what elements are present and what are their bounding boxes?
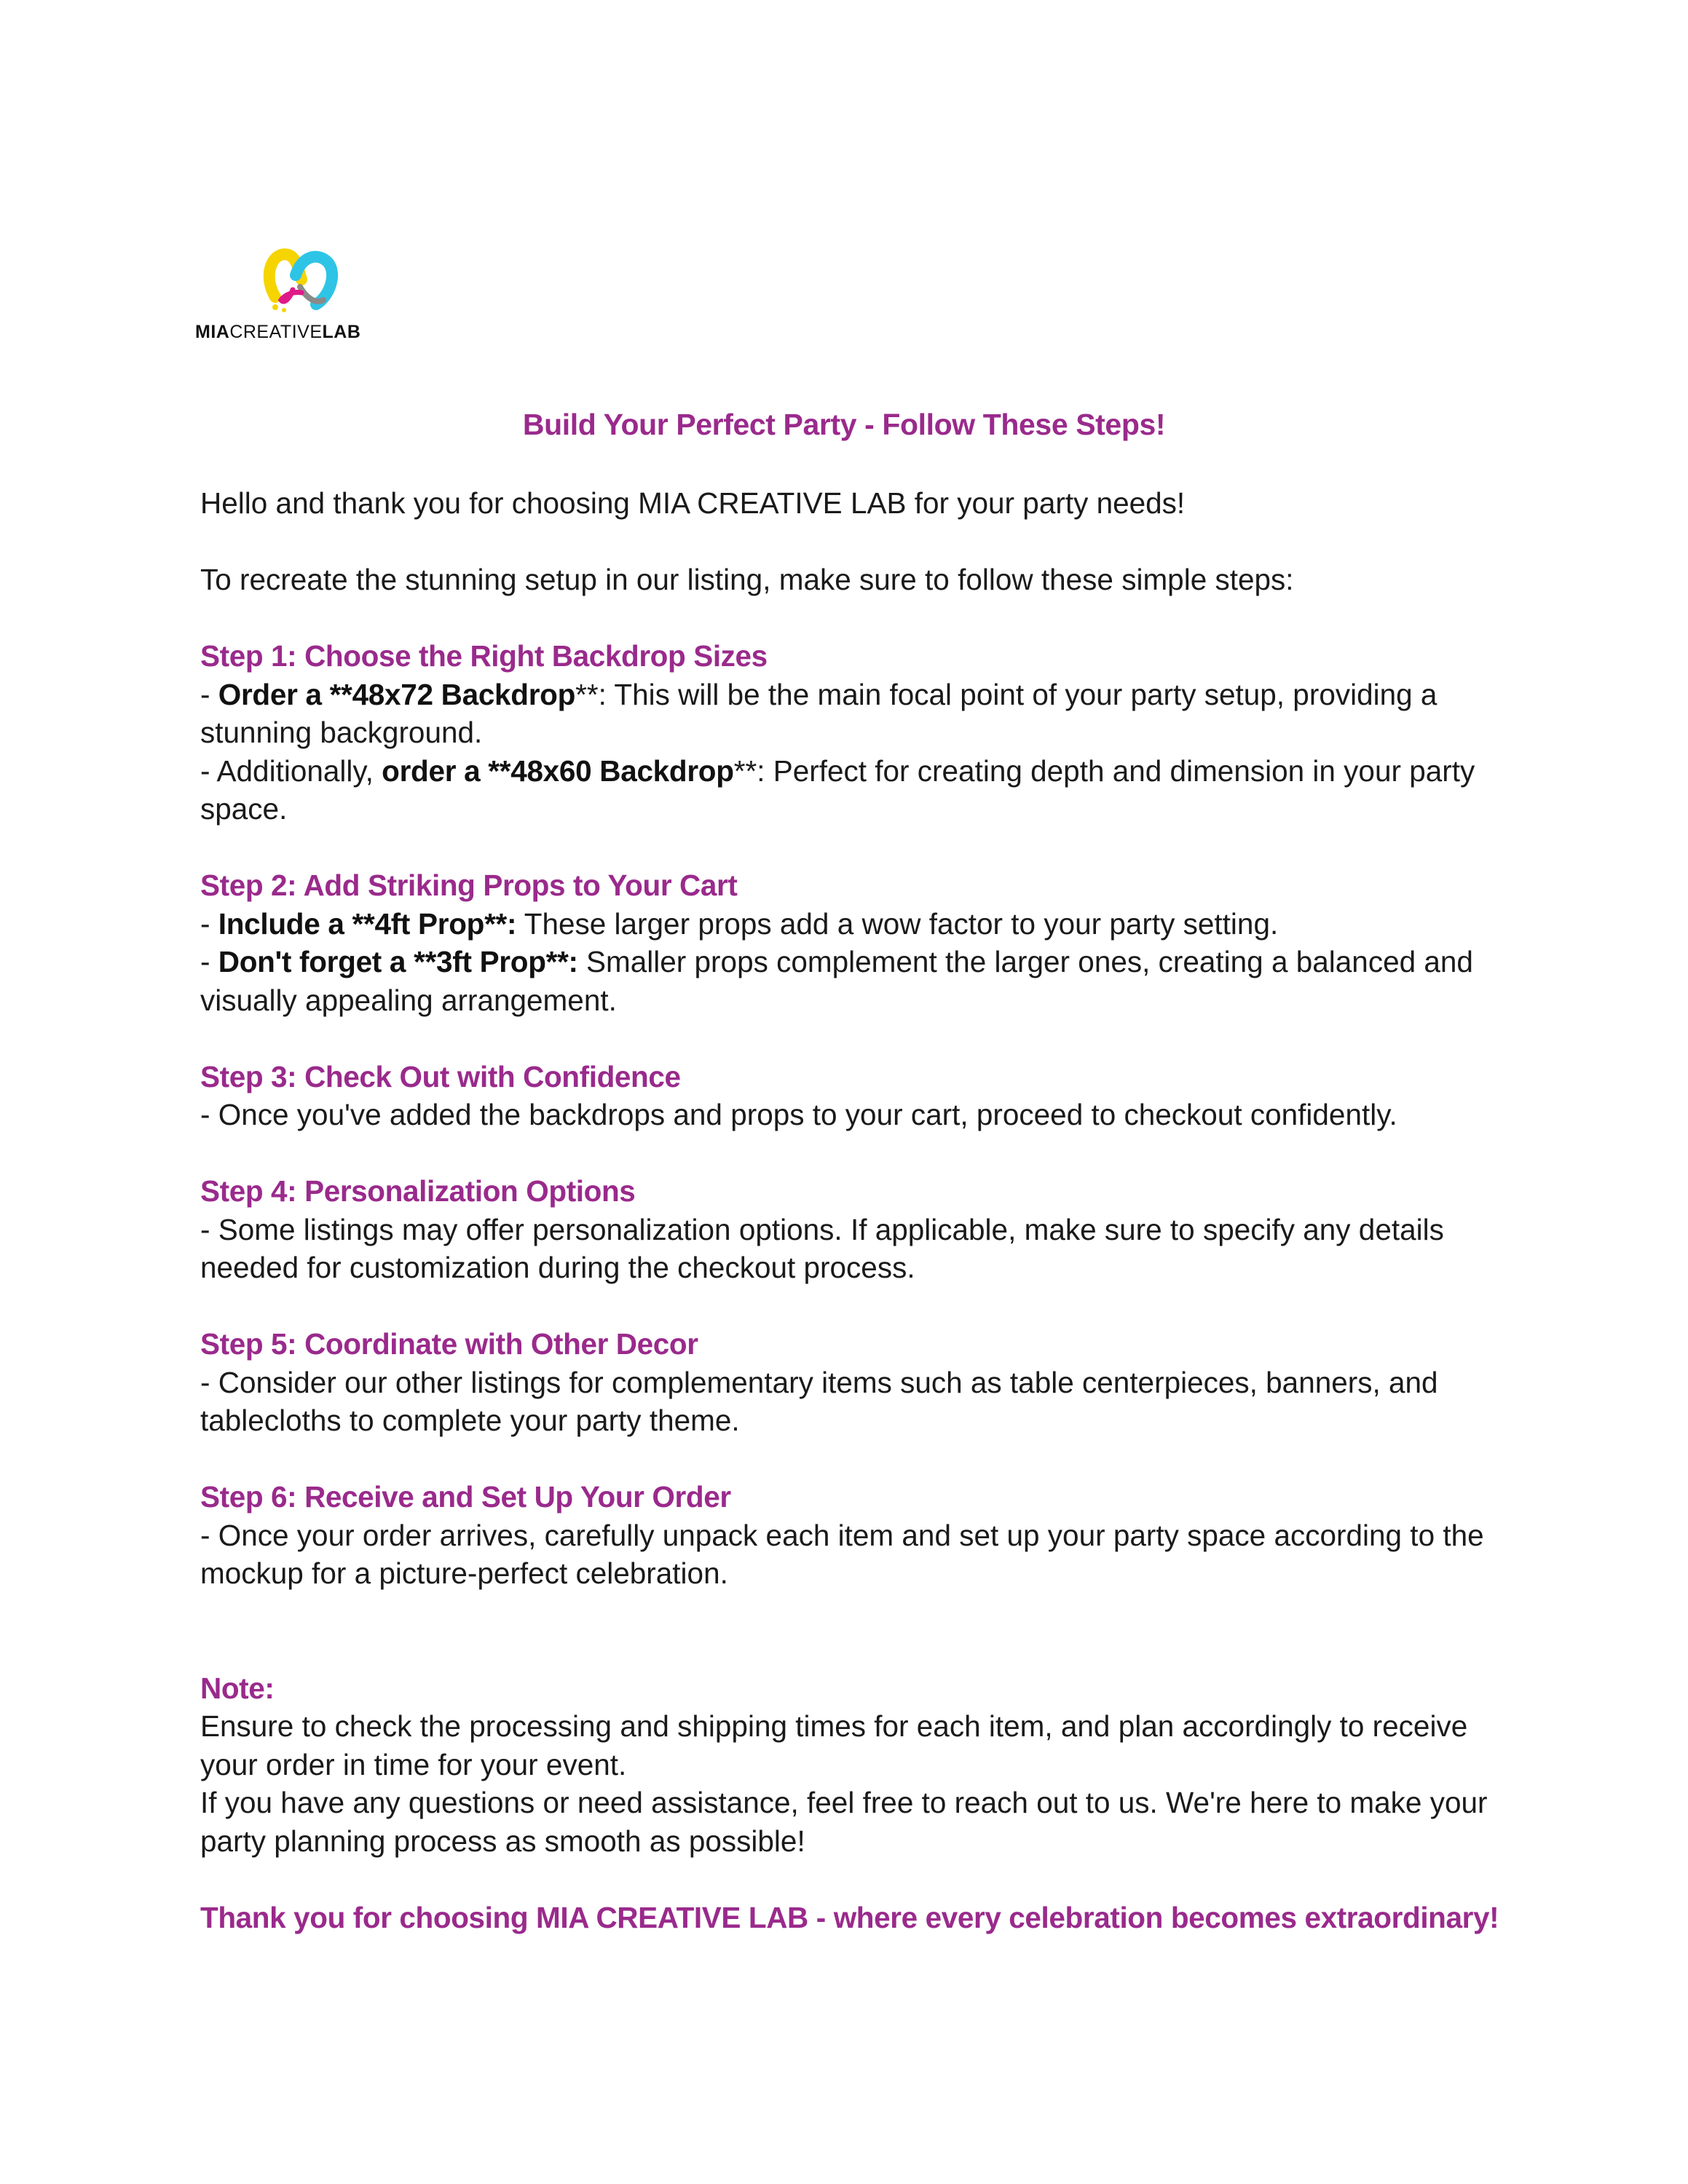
step-4-heading: Step 4: Personalization Options [200,1174,636,1208]
note-heading: Note: [200,1671,275,1705]
step-3-heading: Step 3: Check Out with Confidence [200,1059,681,1093]
step-2-item-1: - Include a **4ft Prop**: These larger props add a wow factor to your party setting. [200,906,1279,941]
note-text-1: Ensure to check the processing and shipping times for each item, and plan accordingly to receive your order in time for your event. [200,1709,1468,1781]
step-5-heading: Step 5: Coordinate with Other Decor [200,1327,698,1361]
step-5-text: - Consider our other listings for complementary items such as table centerpieces, banners, and tablecloths to complete your party theme. [200,1365,1438,1437]
step-3-text: - Once you've added the backdrops and props to your cart, proceed to checkout confidently. [200,1098,1397,1131]
step-4-text: - Some listings may offer personalization options. If applicable, make sure to specify any details needed for customization during the checkout process. [200,1212,1444,1284]
page-title: Build Your Perfect Party - Follow These Steps! [522,408,1166,441]
logo-mark-icon [259,246,339,316]
step-1-heading: Step 1: Choose the Right Backdrop Sizes [200,639,768,673]
brand-logo [195,246,392,348]
step-2-heading: Step 2: Add Striking Props to Your Cart [200,869,738,902]
document-body [200,484,1504,1936]
logo-wordmark: MIACREATIVELAB [195,322,361,342]
step-2-item-2: - Don't forget a **3ft Prop**: Smaller props complement the larger ones, creating a balanced and visually appealing arrangement. [200,945,1473,1017]
closing-message: Thank you for choosing MIA CREATIVE LAB - where every celebration becomes extraordinary! [200,1900,1499,1934]
step-1-item-2: - Additionally, order a **48x60 Backdrop**: Perfect for creating depth and dimension in your party space. [200,753,1475,826]
step-1-item-1: - Order a **48x72 Backdrop**: This will be the main focal point of your party setup, providing a stunning background. [200,677,1437,749]
intro-instructions: To recreate the stunning setup in our listing, make sure to follow these simple steps: [200,563,1294,596]
intro-greeting: Hello and thank you for choosing MIA CREATIVE LAB for your party needs! [200,486,1186,520]
note-text-2: If you have any questions or need assistance, feel free to reach out to us. We're here to make your party planning process as smooth as possible! [200,1786,1488,1858]
step-6-heading: Step 6: Receive and Set Up Your Order [200,1480,731,1514]
step-6-text: - Once your order arrives, carefully unpack each item and set up your party space according to the mockup for a picture-perfect celebration. [200,1518,1484,1590]
